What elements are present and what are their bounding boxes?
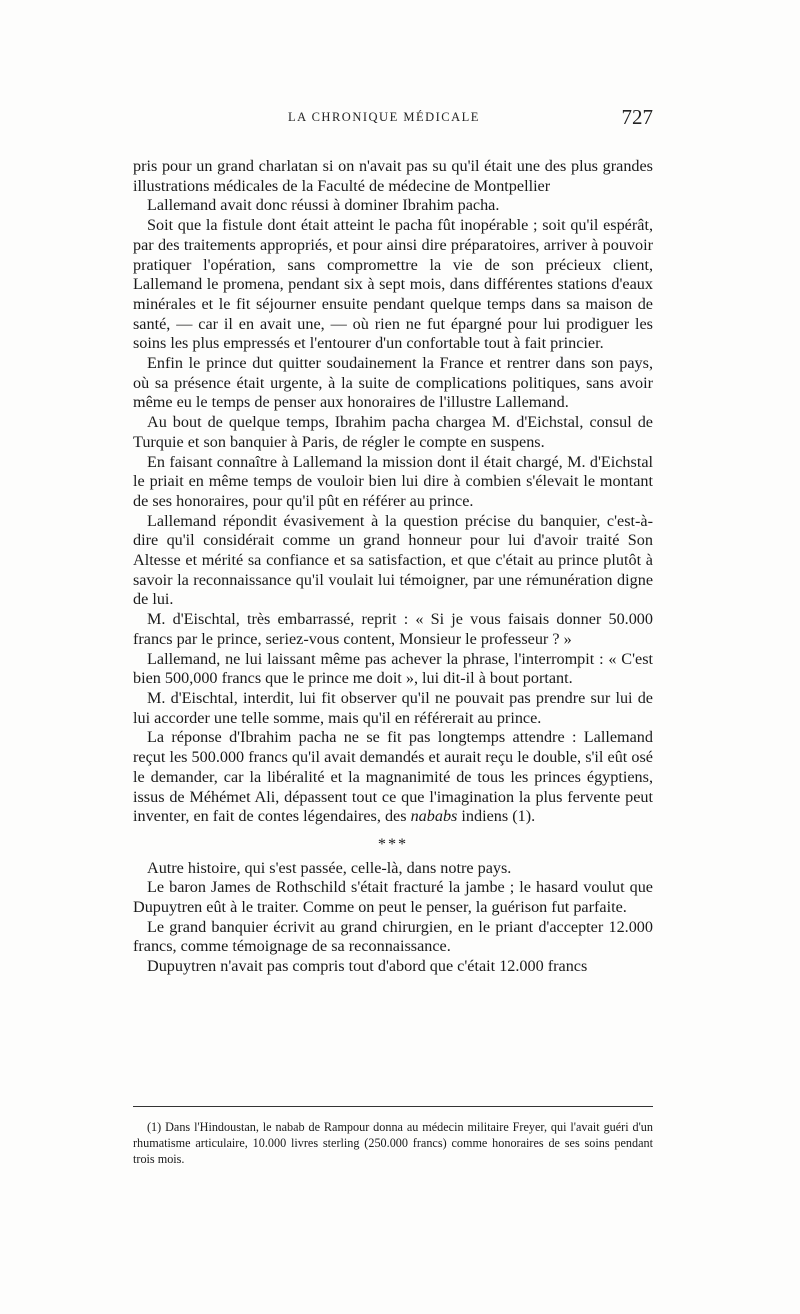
paragraph: En faisant connaître à Lallemand la mission dont il était chargé, M. d'Eichstal le priait en même temps de vouloir bien lui dire à combien s'élevait le montant de ses honoraires, pour qu'il pût en référer au prince.: [133, 452, 653, 510]
section-separator: ***: [377, 834, 409, 853]
paragraph-with-footnote-ref: [133, 728, 653, 827]
body-text: [133, 157, 653, 977]
paragraph: M. d'Eischtal, très embarrassé, reprit : « Si je vous faisais donner 50.000 francs par le prince, seriez-vous content, Monsieur le professeur ? »: [133, 610, 653, 648]
paragraph: Lallemand, ne lui laissant même pas achever la phrase, l'interrompit : « C'est bien 500,000 francs que le prince me doit », lui dit-il à bout portant.: [133, 649, 653, 688]
paragraph: pris pour un grand charlatan si on n'avait pas su qu'il était une des plus grandes illustrations médicales de la Faculté de médecine de Montpellier: [133, 157, 653, 195]
running-header: [133, 105, 653, 132]
footnotes: [133, 1106, 653, 1167]
footnote-text: (1) Dans l'Hindoustan, le nabab de Rampour donna au médecin militaire Freyer, qui l'avait guéri d'un rhumatisme articulaire, 10.000 livres sterling (250.000 francs) comme honoraires de ses soins pendant trois mois.: [133, 1120, 653, 1166]
paragraph: Enfin le prince dut quitter soudainement la France et rentrer dans son pays, où sa présence était urgente, à la suite de complications politiques, sans avoir même eu le temps de penser aux honoraires de l'illustre Lallemand.: [133, 354, 653, 412]
italic-word: nababs: [410, 807, 458, 826]
paragraph: Lallemand répondit évasivement à la question précise du banquier, c'est-à-dire qu'il considérait comme un grand honneur pour lui d'avoir traité Son Altesse et mérité sa confiance et sa satisfaction, et que c'était au prince plutôt à savoir la reconnaissance qu'il voulait lui témoigner, par une rémunération digne de lui.: [133, 511, 653, 609]
paragraph: Le baron James de Rothschild s'était fracturé la jambe ; le hasard voulut que Dupuytren eût à le traiter. Comme on peut le penser, la guérison fut parfaite.: [133, 878, 653, 917]
paragraph: Dupuytren n'avait pas compris tout d'abord que c'était 12.000 francs: [147, 957, 588, 976]
paragraph: Autre histoire, qui s'est passée, celle-là, dans notre pays.: [147, 858, 512, 877]
page-number: 727: [621, 105, 653, 129]
paragraph: Soit que la fistule dont était atteint le pacha fût inopérable ; soit qu'il espérât, par des traitements appropriés, et pour ainsi dire préparatoires, arriver à pouvoir pratiquer l'opération, sans compromettre la vie de son précieux client, Lallemand le promena, pendant six à sept mois, dans différentes stations d'eaux minérales et le fit séjourner ensuite pendant quelque temps dans sa maison de santé, — car il en avait une, — où rien ne fut épargné pour lui prodiguer les soins les plus empressés et l'entourer d'un confortable tout à fait princier.: [133, 216, 653, 353]
paragraph-text: La réponse d'Ibrahim pacha ne se fit pas longtemps attendre : Lallemand reçut les 500.000 francs qu'il avait demandés et aurait reçu le double, s'il eût osé le demander, car la libéralité et la magnanimité de tous les princes égyptiens, issus de Méhémet Ali, dépassent tout ce que l'imagination la plus fervente peut inventer, en fait de contes légendaires, des: [133, 728, 653, 826]
paragraph: Lallemand avait donc réussi à dominer Ibrahim pacha.: [147, 196, 500, 215]
paragraph: Le grand banquier écrivit au grand chirurgien, en le priant d'accepter 12.000 francs, comme témoignage de sa reconnaissance.: [133, 917, 653, 956]
footnote-reference: indiens (1).: [461, 807, 536, 826]
paragraph: M. d'Eischtal, interdit, lui fit observer qu'il ne pouvait pas prendre sur lui de lui accorder une telle somme, mais qu'il en référerait au prince.: [133, 688, 653, 727]
running-title: LA CHRONIQUE MÉDICALE: [288, 110, 480, 124]
paragraph: Au bout de quelque temps, Ibrahim pacha chargea M. d'Eichstal, consul de Turquie et son banquier à Paris, de régler le compte en suspens.: [133, 413, 653, 451]
